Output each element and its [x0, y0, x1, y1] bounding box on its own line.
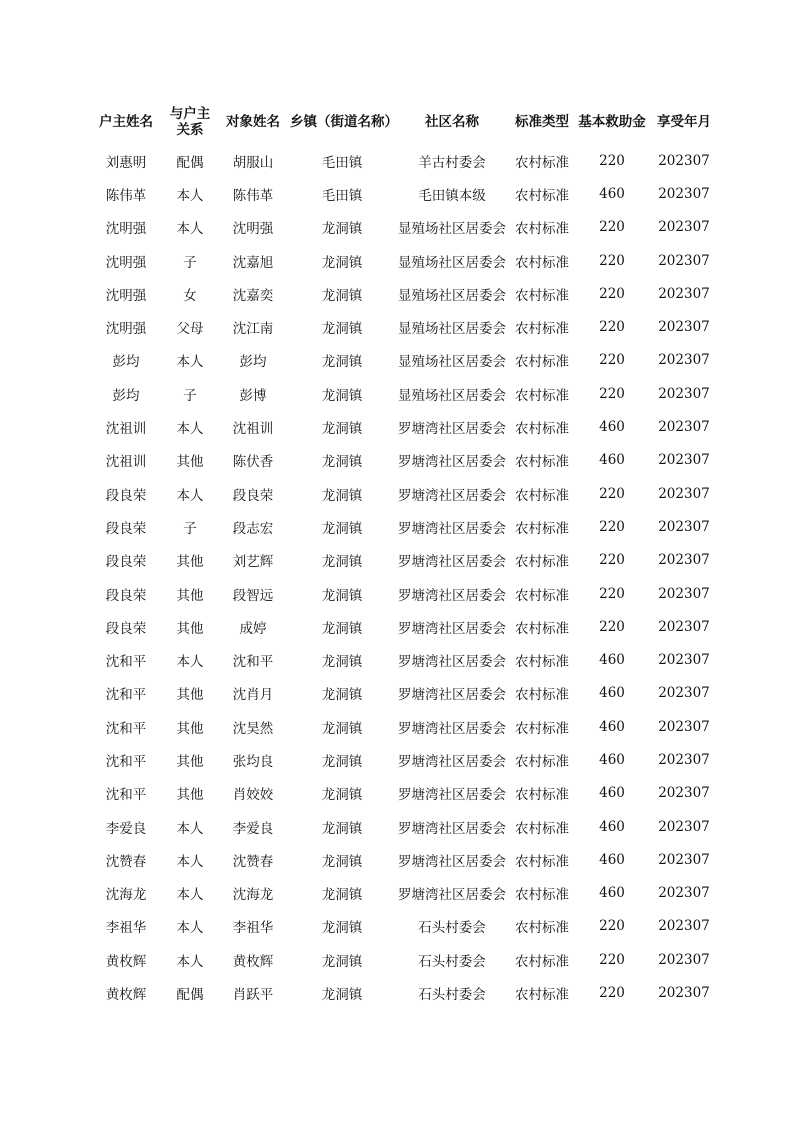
relationship-cell: 本人 [176, 920, 204, 937]
relief-amount-cell: 220 [599, 352, 625, 369]
relief-amount-cell: 220 [599, 219, 625, 236]
relief-amount-cell: 220 [599, 152, 625, 169]
township-cell: 龙洞镇 [321, 787, 363, 804]
table-row [88, 477, 718, 510]
header-row [88, 100, 718, 144]
table-row [88, 344, 718, 377]
relief-table [88, 100, 718, 1010]
period-cell: 202307 [658, 552, 710, 569]
standard-type-cell: 农村标准 [515, 687, 569, 704]
township-cell: 毛田镇 [321, 154, 363, 171]
relief-amount-cell: 220 [599, 618, 625, 635]
period-cell: 202307 [658, 518, 710, 535]
period-cell: 202307 [658, 219, 710, 236]
table-row [88, 244, 718, 277]
household-head-cell: 沈明强 [105, 221, 147, 238]
household-head-cell: 黄枚辉 [105, 987, 147, 1004]
relationship-cell: 本人 [176, 487, 204, 504]
relationship-cell: 其他 [176, 554, 204, 571]
household-head-cell: 沈明强 [105, 254, 147, 271]
table-row [88, 976, 718, 1009]
community-cell: 罗塘湾社区居委会 [398, 454, 506, 471]
recipient-name-cell: 沈明强 [232, 221, 274, 238]
community-cell: 罗塘湾社区居委会 [398, 687, 506, 704]
period-cell: 202307 [658, 618, 710, 635]
recipient-name-cell: 黄枚辉 [232, 953, 274, 970]
period-cell: 202307 [658, 185, 710, 202]
relief-amount-cell: 220 [599, 252, 625, 269]
household-head-cell: 沈海龙 [105, 887, 147, 904]
table-row [88, 743, 718, 776]
period-cell: 202307 [658, 751, 710, 768]
relationship-cell: 本人 [176, 354, 204, 371]
relief-amount-cell: 220 [599, 918, 625, 935]
relationship-cell: 配偶 [176, 987, 204, 1004]
standard-type-cell: 农村标准 [515, 987, 569, 1004]
recipient-name-cell: 沈和平 [232, 654, 274, 671]
township-cell: 龙洞镇 [321, 587, 363, 604]
recipient-name-cell: 彭均 [239, 354, 267, 371]
township-cell: 龙洞镇 [321, 454, 363, 471]
household-head-cell: 沈祖训 [105, 454, 147, 471]
township-cell: 毛田镇 [321, 187, 363, 204]
period-cell: 202307 [658, 485, 710, 502]
relationship-cell: 其他 [176, 753, 204, 770]
relationship-cell: 子 [183, 520, 197, 537]
relationship-cell: 父母 [176, 321, 204, 338]
household-head-cell: 刘惠明 [105, 154, 147, 171]
relief-amount-cell: 460 [599, 785, 625, 802]
standard-type-cell: 农村标准 [515, 254, 569, 271]
community-cell: 罗塘湾社区居委会 [398, 720, 506, 737]
township-cell: 龙洞镇 [321, 287, 363, 304]
community-cell: 罗塘湾社区居委会 [398, 853, 506, 870]
period-cell: 202307 [658, 252, 710, 269]
township-cell: 龙洞镇 [321, 987, 363, 1004]
community-cell: 罗塘湾社区居委会 [398, 421, 506, 438]
township-cell: 龙洞镇 [321, 820, 363, 837]
standard-type-cell: 农村标准 [515, 221, 569, 238]
township-cell: 龙洞镇 [321, 920, 363, 937]
township-cell: 龙洞镇 [321, 354, 363, 371]
table-row [88, 310, 718, 343]
table-row [88, 710, 718, 743]
community-cell: 石头村委会 [418, 953, 486, 970]
household-head-cell: 沈和平 [105, 720, 147, 737]
standard-type-cell: 农村标准 [515, 720, 569, 737]
table-row [88, 577, 718, 610]
period-cell: 202307 [658, 652, 710, 669]
relief-amount-cell: 460 [599, 452, 625, 469]
township-cell: 龙洞镇 [321, 254, 363, 271]
community-cell: 毛田镇本级 [418, 187, 486, 204]
recipient-name-cell: 刘艺辉 [232, 554, 274, 571]
standard-type-cell: 农村标准 [515, 154, 569, 171]
relief-amount-cell: 460 [599, 851, 625, 868]
relief-amount-cell: 460 [599, 685, 625, 702]
period-cell: 202307 [658, 385, 710, 402]
relationship-cell: 本人 [176, 221, 204, 238]
community-cell: 显殖场社区居委会 [398, 254, 506, 271]
household-head-cell: 段良荣 [105, 520, 147, 537]
recipient-name-cell: 沈肖月 [232, 687, 274, 704]
relief-amount-cell: 220 [599, 485, 625, 502]
community-cell: 罗塘湾社区居委会 [398, 787, 506, 804]
community-cell: 石头村委会 [418, 920, 486, 937]
relationship-cell: 本人 [176, 187, 204, 204]
recipient-name-cell: 肖姣姣 [232, 787, 274, 804]
household-head-cell: 彭均 [112, 354, 140, 371]
household-head-cell: 沈和平 [105, 787, 147, 804]
relief-amount-cell: 220 [599, 319, 625, 336]
relief-amount-cell: 460 [599, 652, 625, 669]
relationship-cell: 本人 [176, 887, 204, 904]
header-basic-relief: 基本救助金 [578, 114, 646, 130]
relief-amount-cell: 220 [599, 585, 625, 602]
period-cell: 202307 [658, 452, 710, 469]
relationship-cell: 其他 [176, 587, 204, 604]
period-cell: 202307 [658, 319, 710, 336]
township-cell: 龙洞镇 [321, 554, 363, 571]
relationship-cell: 其他 [176, 720, 204, 737]
table-row [88, 943, 718, 976]
township-cell: 龙洞镇 [321, 720, 363, 737]
community-cell: 石头村委会 [418, 987, 486, 1004]
recipient-name-cell: 李爱良 [232, 820, 274, 837]
recipient-name-cell: 沈嘉旭 [232, 254, 274, 271]
relationship-cell: 本人 [176, 820, 204, 837]
standard-type-cell: 农村标准 [515, 953, 569, 970]
table-row [88, 843, 718, 876]
recipient-name-cell: 李祖华 [232, 920, 274, 937]
recipient-name-cell: 张均良 [232, 753, 274, 770]
period-cell: 202307 [658, 718, 710, 735]
recipient-name-cell: 陈伟革 [232, 187, 274, 204]
relationship-cell: 本人 [176, 953, 204, 970]
recipient-name-cell: 段良荣 [232, 487, 274, 504]
period-cell: 202307 [658, 419, 710, 436]
relief-amount-cell: 220 [599, 518, 625, 535]
township-cell: 龙洞镇 [321, 620, 363, 637]
table-row [88, 643, 718, 676]
standard-type-cell: 农村标准 [515, 520, 569, 537]
relief-amount-cell: 220 [599, 951, 625, 968]
standard-type-cell: 农村标准 [515, 554, 569, 571]
community-cell: 显殖场社区居委会 [398, 354, 506, 371]
township-cell: 龙洞镇 [321, 221, 363, 238]
community-cell: 显殖场社区居委会 [398, 287, 506, 304]
relief-amount-cell: 460 [599, 185, 625, 202]
period-cell: 202307 [658, 951, 710, 968]
household-head-cell: 段良荣 [105, 487, 147, 504]
period-cell: 202307 [658, 152, 710, 169]
community-cell: 罗塘湾社区居委会 [398, 587, 506, 604]
relationship-cell: 配偶 [176, 154, 204, 171]
household-head-cell: 李祖华 [105, 920, 147, 937]
table-row [88, 177, 718, 210]
standard-type-cell: 农村标准 [515, 620, 569, 637]
recipient-name-cell: 沈赞春 [232, 853, 274, 870]
relief-amount-cell: 220 [599, 985, 625, 1002]
standard-type-cell: 农村标准 [515, 187, 569, 204]
recipient-name-cell: 胡服山 [232, 154, 274, 171]
table-row [88, 677, 718, 710]
relationship-cell: 本人 [176, 654, 204, 671]
standard-type-cell: 农村标准 [515, 487, 569, 504]
relationship-cell: 子 [183, 387, 197, 404]
table-row [88, 277, 718, 310]
recipient-name-cell: 段志宏 [232, 520, 274, 537]
relationship-cell: 本人 [176, 853, 204, 870]
household-head-cell: 沈赞春 [105, 853, 147, 870]
community-cell: 罗塘湾社区居委会 [398, 520, 506, 537]
table-row [88, 510, 718, 543]
household-head-cell: 段良荣 [105, 587, 147, 604]
standard-type-cell: 农村标准 [515, 454, 569, 471]
period-cell: 202307 [658, 685, 710, 702]
relief-amount-cell: 220 [599, 552, 625, 569]
header-recipient-name: 对象姓名 [226, 114, 280, 130]
standard-type-cell: 农村标准 [515, 421, 569, 438]
household-head-cell: 沈明强 [105, 287, 147, 304]
recipient-name-cell: 沈嘉奕 [232, 287, 274, 304]
township-cell: 龙洞镇 [321, 487, 363, 504]
relationship-cell: 其他 [176, 454, 204, 471]
relationship-cell: 其他 [176, 687, 204, 704]
relationship-cell: 其他 [176, 620, 204, 637]
community-cell: 罗塘湾社区居委会 [398, 620, 506, 637]
household-head-cell: 沈和平 [105, 654, 147, 671]
relief-table-sheet [88, 100, 718, 1010]
township-cell: 龙洞镇 [321, 853, 363, 870]
community-cell: 显殖场社区居委会 [398, 321, 506, 338]
recipient-name-cell: 肖跃平 [232, 987, 274, 1004]
relationship-cell: 本人 [176, 421, 204, 438]
period-cell: 202307 [658, 985, 710, 1002]
relief-amount-cell: 460 [599, 818, 625, 835]
community-cell: 罗塘湾社区居委会 [398, 820, 506, 837]
table-row [88, 377, 718, 410]
standard-type-cell: 农村标准 [515, 287, 569, 304]
township-cell: 龙洞镇 [321, 687, 363, 704]
period-cell: 202307 [658, 885, 710, 902]
community-cell: 羊古村委会 [418, 154, 486, 171]
table-body [88, 144, 718, 1010]
relief-amount-cell: 220 [599, 285, 625, 302]
relief-amount-cell: 460 [599, 751, 625, 768]
recipient-name-cell: 陈伏香 [232, 454, 274, 471]
period-cell: 202307 [658, 352, 710, 369]
household-head-cell: 彭均 [112, 387, 140, 404]
header-household-head: 户主姓名 [99, 114, 153, 130]
relationship-cell: 其他 [176, 787, 204, 804]
standard-type-cell: 农村标准 [515, 887, 569, 904]
table-row [88, 777, 718, 810]
header-relationship: 与户主关系 [169, 106, 211, 138]
township-cell: 龙洞镇 [321, 654, 363, 671]
standard-type-cell: 农村标准 [515, 753, 569, 770]
table-header [88, 100, 718, 144]
recipient-name-cell: 沈祖训 [232, 421, 274, 438]
township-cell: 龙洞镇 [321, 387, 363, 404]
header-standard-type: 标准类型 [515, 114, 569, 130]
household-head-cell: 陈伟革 [105, 187, 147, 204]
standard-type-cell: 农村标准 [515, 587, 569, 604]
community-cell: 显殖场社区居委会 [398, 221, 506, 238]
table-row [88, 877, 718, 910]
township-cell: 龙洞镇 [321, 321, 363, 338]
table-row [88, 610, 718, 643]
header-period: 享受年月 [657, 114, 711, 130]
community-cell: 罗塘湾社区居委会 [398, 554, 506, 571]
township-cell: 龙洞镇 [321, 520, 363, 537]
period-cell: 202307 [658, 285, 710, 302]
township-cell: 龙洞镇 [321, 753, 363, 770]
household-head-cell: 段良荣 [105, 620, 147, 637]
township-cell: 龙洞镇 [321, 887, 363, 904]
standard-type-cell: 农村标准 [515, 387, 569, 404]
household-head-cell: 沈和平 [105, 687, 147, 704]
header-township: 乡镇（街道名称） [290, 114, 398, 130]
period-cell: 202307 [658, 785, 710, 802]
relationship-cell: 子 [183, 254, 197, 271]
township-cell: 龙洞镇 [321, 421, 363, 438]
relief-amount-cell: 460 [599, 718, 625, 735]
period-cell: 202307 [658, 918, 710, 935]
standard-type-cell: 农村标准 [515, 321, 569, 338]
household-head-cell: 黄枚辉 [105, 953, 147, 970]
standard-type-cell: 农村标准 [515, 654, 569, 671]
header-community: 社区名称 [425, 114, 479, 130]
table-row [88, 810, 718, 843]
community-cell: 显殖场社区居委会 [398, 387, 506, 404]
table-row [88, 144, 718, 177]
relief-amount-cell: 220 [599, 385, 625, 402]
relief-amount-cell: 460 [599, 419, 625, 436]
table-row [88, 910, 718, 943]
relief-amount-cell: 460 [599, 885, 625, 902]
household-head-cell: 沈祖训 [105, 421, 147, 438]
household-head-cell: 段良荣 [105, 554, 147, 571]
standard-type-cell: 农村标准 [515, 787, 569, 804]
recipient-name-cell: 沈海龙 [232, 887, 274, 904]
township-cell: 龙洞镇 [321, 953, 363, 970]
standard-type-cell: 农村标准 [515, 853, 569, 870]
community-cell: 罗塘湾社区居委会 [398, 753, 506, 770]
recipient-name-cell: 沈昊然 [232, 720, 274, 737]
recipient-name-cell: 段智远 [232, 587, 274, 604]
period-cell: 202307 [658, 851, 710, 868]
table-row [88, 410, 718, 443]
period-cell: 202307 [658, 818, 710, 835]
recipient-name-cell: 彭博 [239, 387, 267, 404]
relationship-cell: 女 [183, 287, 197, 304]
recipient-name-cell: 成婷 [239, 620, 267, 637]
table-row [88, 444, 718, 477]
household-head-cell: 李爱良 [105, 820, 147, 837]
standard-type-cell: 农村标准 [515, 354, 569, 371]
household-head-cell: 沈明强 [105, 321, 147, 338]
standard-type-cell: 农村标准 [515, 820, 569, 837]
recipient-name-cell: 沈江南 [232, 321, 274, 338]
table-row [88, 544, 718, 577]
standard-type-cell: 农村标准 [515, 920, 569, 937]
household-head-cell: 沈和平 [105, 753, 147, 770]
community-cell: 罗塘湾社区居委会 [398, 487, 506, 504]
table-row [88, 211, 718, 244]
community-cell: 罗塘湾社区居委会 [398, 654, 506, 671]
community-cell: 罗塘湾社区居委会 [398, 887, 506, 904]
period-cell: 202307 [658, 585, 710, 602]
